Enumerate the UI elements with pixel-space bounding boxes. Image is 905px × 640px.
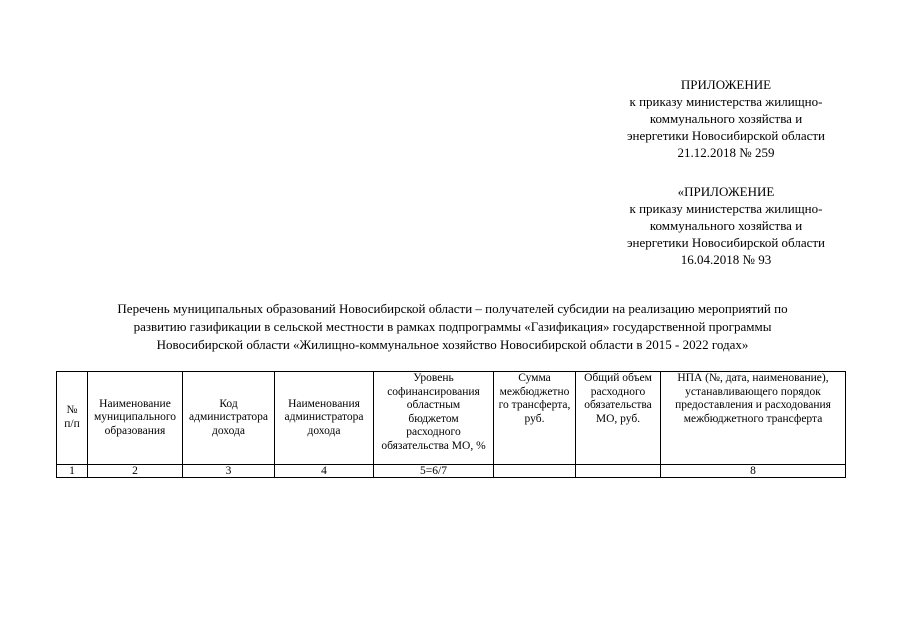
appendix-line: энергетики Новосибирской области [626, 235, 826, 250]
appendix-line: к приказу министерства жилищно- [629, 94, 823, 109]
header-administrator-code: Код администратора дохода [183, 372, 275, 465]
appendix-line: коммунального хозяйства и [649, 111, 803, 126]
table-cell: 4 [275, 465, 374, 478]
title-line: Перечень муниципальных образований Новосибирской области – получателей субсидии на реализацию мероприятий по [117, 301, 788, 316]
appendix-line: энергетики Новосибирской области [626, 128, 826, 143]
municipalities-table [56, 371, 846, 478]
appendix-line: к приказу министерства жилищно- [629, 201, 823, 216]
table-cell [576, 465, 661, 478]
document-title [40, 300, 865, 354]
appendix-heading: «ПРИЛОЖЕНИЕ [677, 184, 775, 199]
header-cofinancing-level: Уровень софинансирования областным бюджетом расходного обязательства МО, % [374, 372, 494, 465]
header-total-obligation: Общий объем расходного обязательства МО, руб. [576, 372, 661, 465]
table-row [57, 465, 846, 478]
title-line: Новосибирской области «Жилищно-коммунальное хозяйство Новосибирской области в 2015 - 2022 годах» [156, 337, 749, 352]
appendix-stamp-current [600, 76, 852, 161]
appendix-heading: ПРИЛОЖЕНИЕ [680, 77, 772, 92]
header-row-number: № п/п [57, 372, 88, 465]
table-cell [494, 465, 576, 478]
table-cell: 1 [57, 465, 88, 478]
appendix-line: коммунального хозяйства и [649, 218, 803, 233]
appendix-order-date: 16.04.2018 № 93 [680, 252, 772, 267]
title-line: развитию газификации в сельской местности в рамках подпрограммы «Газификация» государственной программы [133, 319, 772, 334]
header-municipality-name: Наименование муниципального образования [88, 372, 183, 465]
table-cell: 5=6/7 [374, 465, 494, 478]
header-transfer-amount: Сумма межбюджетно го трансферта, руб. [494, 372, 576, 465]
appendix-order-date: 21.12.2018 № 259 [677, 145, 775, 160]
header-legal-act: НПА (№, дата, наименование), устанавливающего порядок предоставления и расходования межбюджетного трансферта [661, 372, 846, 465]
header-administrator-name: Наименования администратора дохода [275, 372, 374, 465]
appendix-stamp-previous [600, 183, 852, 268]
table-cell: 2 [88, 465, 183, 478]
table-cell: 8 [661, 465, 846, 478]
table-cell: 3 [183, 465, 275, 478]
